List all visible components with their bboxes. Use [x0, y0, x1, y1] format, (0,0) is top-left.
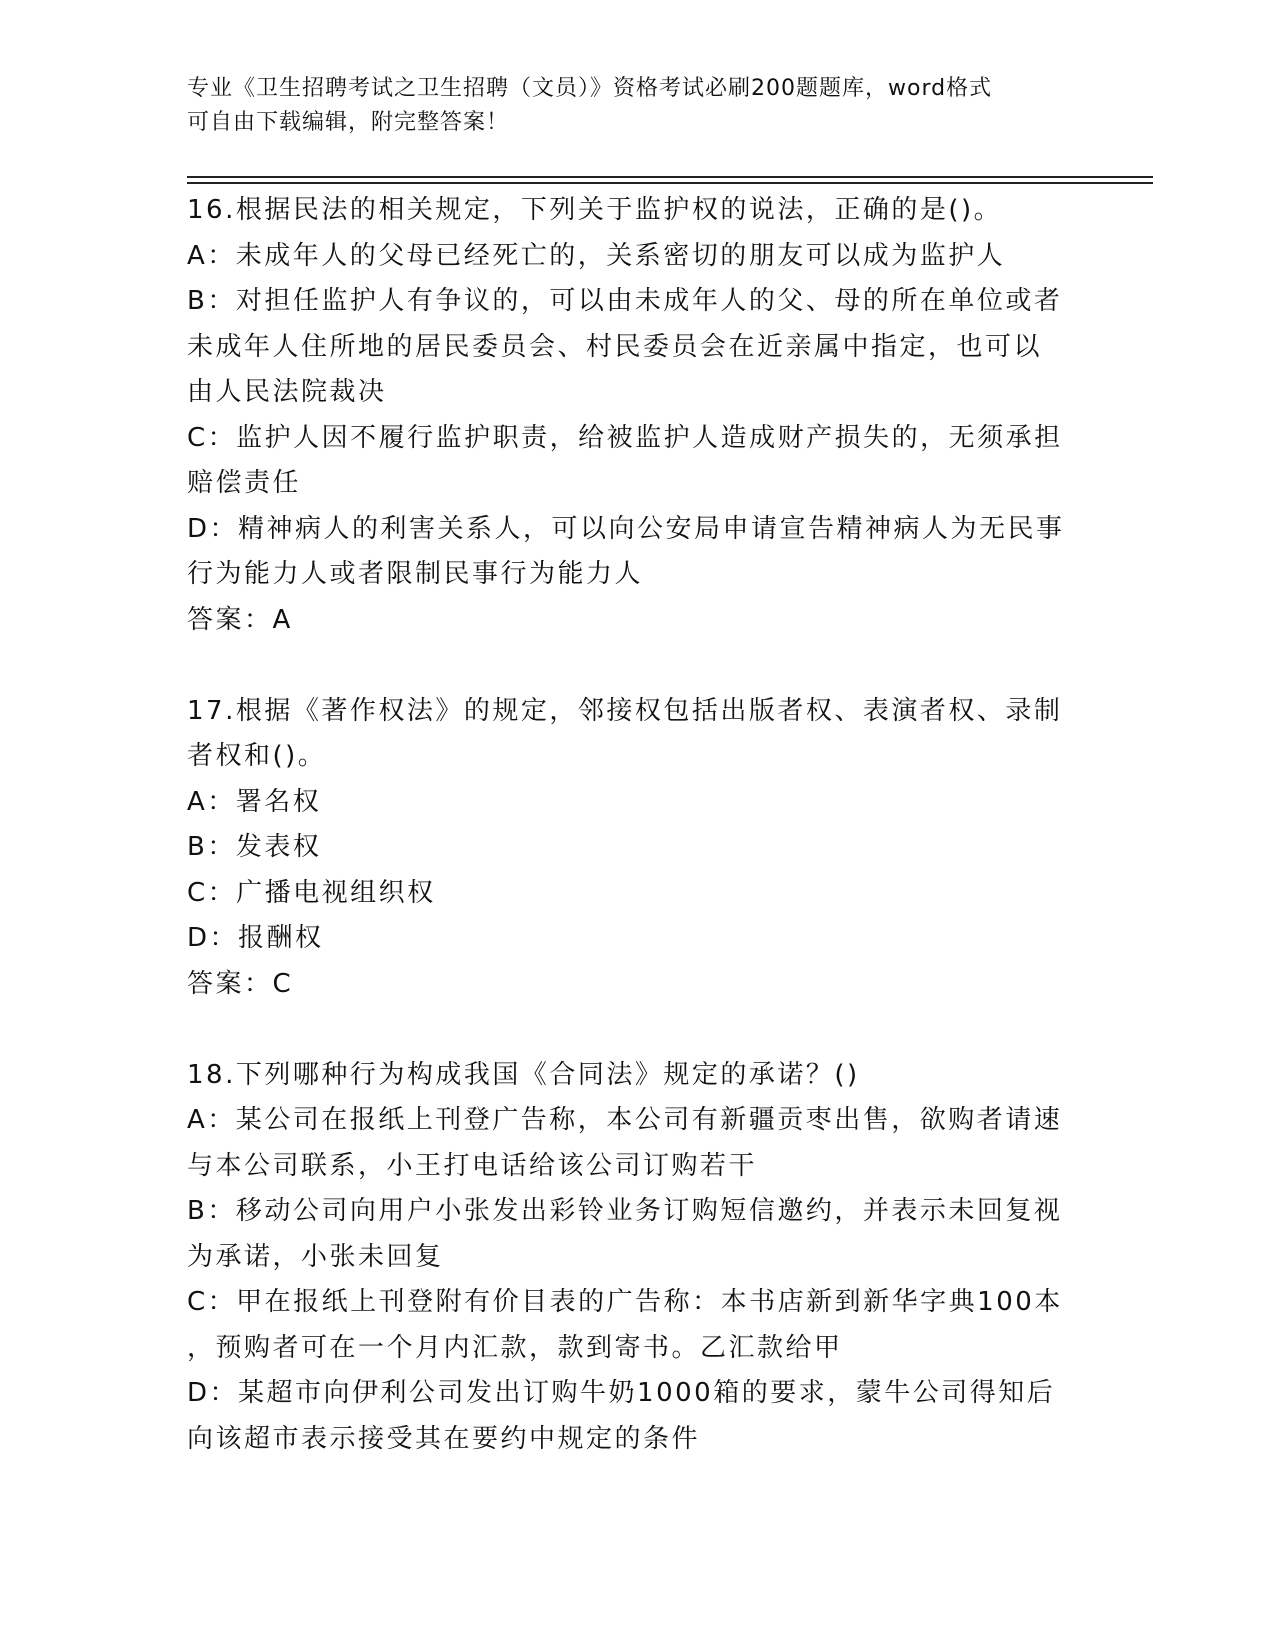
option-line: D：某超市向伊利公司发出订购牛奶1000箱的要求，蒙牛公司得知后 — [187, 1378, 1056, 1408]
option-line: C：甲在报纸上刊登附有价目表的广告称：本书店新到新华字典100本 — [187, 1287, 1063, 1317]
header-divider-bottom — [187, 182, 1153, 184]
answer-key: 答案：C — [187, 968, 294, 999]
option-line: 向该超市表示接受其在要约中规定的条件 — [187, 1423, 701, 1454]
answer-option — [187, 916, 1067, 962]
answer-key: 答案：A — [187, 604, 293, 635]
option-line: D：报酬权 — [187, 923, 324, 953]
answer-option — [187, 507, 1067, 598]
question-spacer — [187, 643, 1067, 689]
answer-option — [187, 825, 1067, 871]
answer-option — [187, 1280, 1067, 1371]
answer-option — [187, 780, 1067, 826]
question-stem-line: 16.根据民法的相关规定，下列关于监护权的说法，正确的是()。 — [187, 195, 1003, 225]
option-line: A：未成年人的父母已经死亡的，关系密切的朋友可以成为监护人 — [187, 240, 1006, 271]
option-line: ，预购者可在一个月内汇款，款到寄书。乙汇款给甲 — [187, 1332, 843, 1363]
question-stem-line: 18.下列哪种行为构成我国《合同法》规定的承诺？() — [187, 1059, 860, 1090]
answer-option — [187, 416, 1067, 507]
option-line: 与本公司联系，小王打电话给该公司订购若干 — [187, 1150, 758, 1181]
answer-option — [187, 1189, 1067, 1280]
document-header — [187, 72, 1067, 140]
option-line: C：广播电视组织权 — [187, 877, 436, 908]
question-stem-line: 17.根据《著作权法》的规定，邻接权包括出版者权、表演者权、录制 — [187, 695, 1063, 726]
question-stem-line: 者权和()。 — [187, 741, 327, 771]
option-line: 由人民法院裁决 — [187, 377, 387, 407]
option-line: D：精神病人的利害关系人，可以向公安局申请宣告精神病人为无民事 — [187, 513, 1065, 544]
option-line: 为承诺，小张未回复 — [187, 1241, 444, 1272]
option-line: 行为能力人或者限制民事行为能力人 — [187, 559, 644, 589]
header-line-1: 专业《卫生招聘考试之卫生招聘（文员）》资格考试必刷200题题库，word格式 — [187, 76, 993, 101]
answer-option — [187, 1371, 1067, 1462]
option-line: 未成年人住所地的居民委员会、村民委员会在近亲属中指定，也可以 — [187, 331, 1043, 362]
question-block — [187, 1053, 1067, 1463]
option-line: C：监护人因不履行监护职责，给被监护人造成财产损失的，无须承担 — [187, 422, 1063, 453]
answer-option — [187, 234, 1067, 280]
option-line: A：某公司在报纸上刊登广告称，本公司有新疆贡枣出售，欲购者请速 — [187, 1105, 1063, 1135]
question-block — [187, 188, 1067, 643]
option-line: B：移动公司向用户小张发出彩铃业务订购短信邀约，并表示未回复视 — [187, 1196, 1063, 1226]
question-spacer — [187, 1007, 1067, 1053]
header-divider-top — [187, 176, 1153, 178]
option-line: 赔偿责任 — [187, 468, 302, 498]
question-block — [187, 689, 1067, 1008]
header-line-2: 可自由下载编辑，附完整答案！ — [187, 110, 510, 135]
option-line: A：署名权 — [187, 786, 322, 817]
answer-option — [187, 279, 1067, 416]
answer-option — [187, 871, 1067, 917]
answer-option — [187, 1098, 1067, 1189]
option-line: B：发表权 — [187, 832, 322, 862]
question-list — [187, 188, 1067, 1462]
option-line: B：对担任监护人有争议的，可以由未成年人的父、母的所在单位或者 — [187, 286, 1063, 316]
